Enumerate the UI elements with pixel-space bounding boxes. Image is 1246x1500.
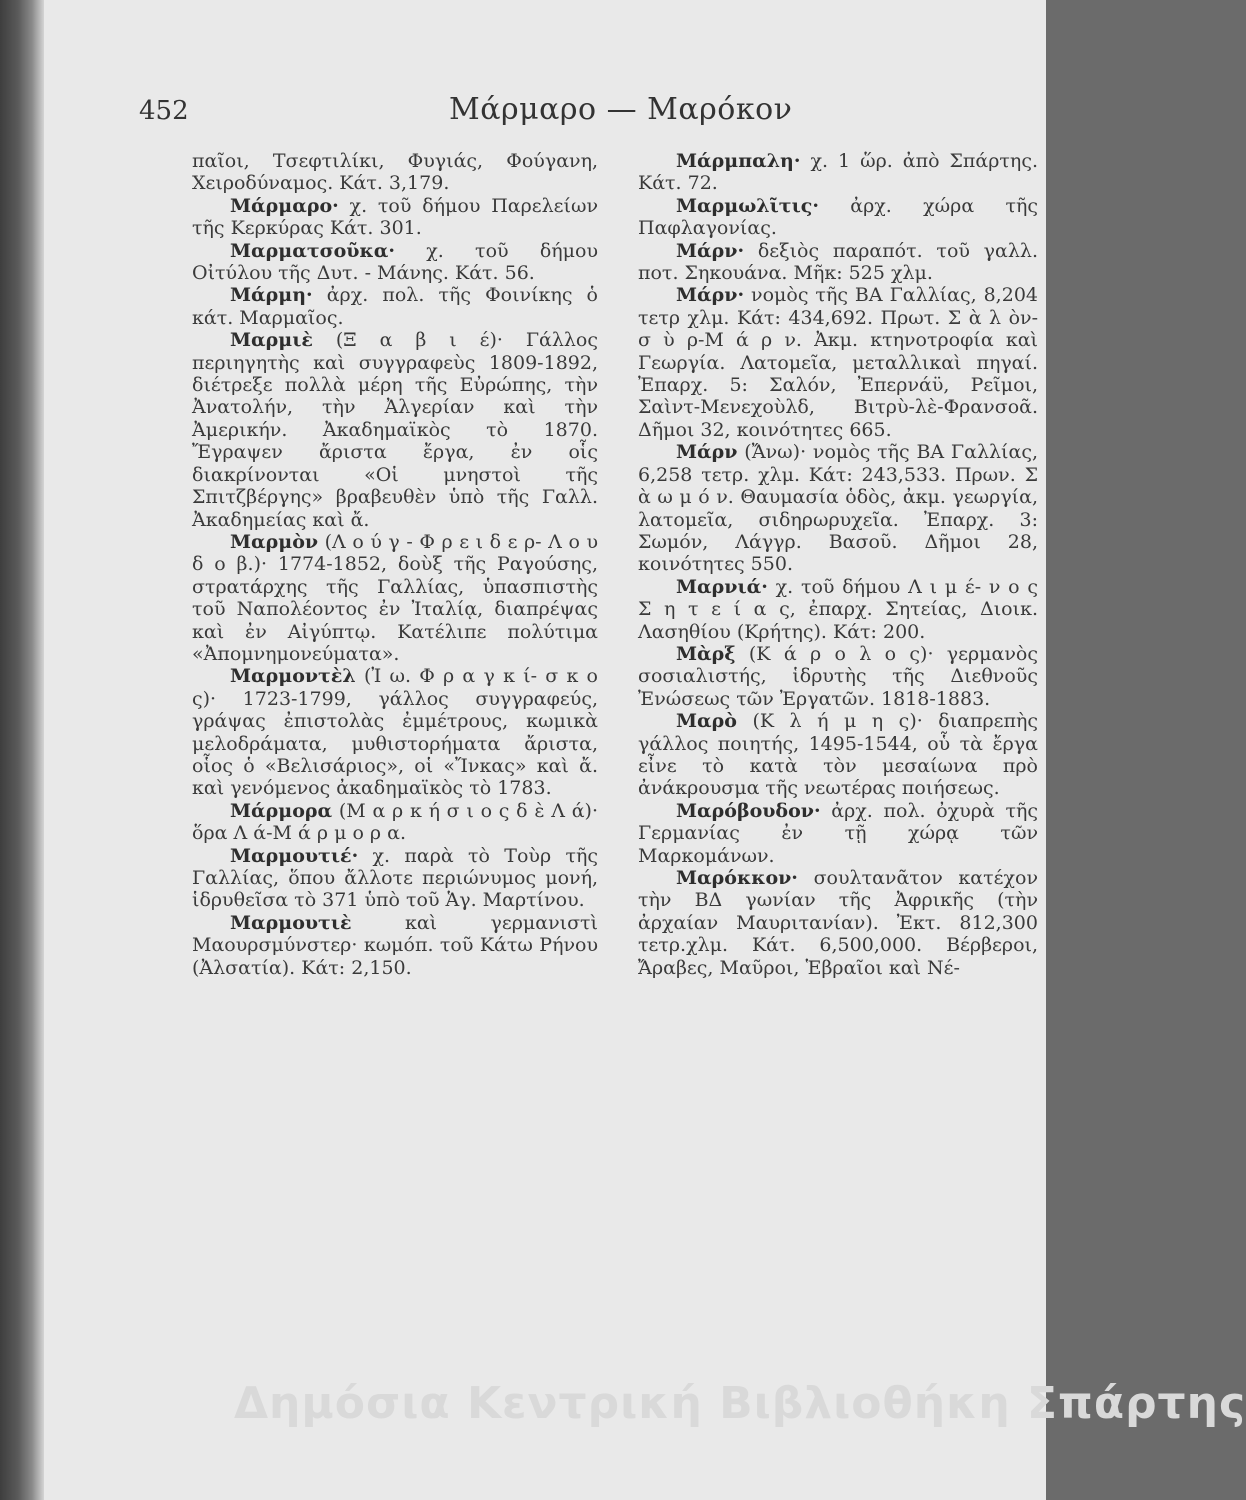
entry-headword: Μαρμοντὲλ: [230, 665, 356, 688]
entry: [192, 912, 598, 979]
entry: [638, 240, 1038, 285]
entry: [638, 150, 1038, 195]
entry: [638, 576, 1038, 643]
entry-text: ἀρχ. πολ. τῆς Φοινίκης ὁ κάτ. Μαρμαῖος.: [192, 284, 598, 329]
entry: [638, 195, 1038, 240]
entry: [192, 284, 598, 329]
entry-text: (Κ λ ή μ η ς)· διαπρεπὴς γάλλος ποιητής, 1495-1544, οὗ τὰ ἔργα εἶνε τὸ κατὰ τὸν μεσαίωνα πρὸ ἀνάκρουσμα τῆς νεωτέρας ποιήσεως.: [638, 710, 1038, 800]
entry-headword: Μαρόκκον·: [676, 867, 798, 889]
entry: [638, 284, 1038, 441]
entry-headword: Μάρμη·: [230, 284, 313, 307]
entry: [192, 800, 598, 845]
entry: [192, 665, 598, 799]
entry-text: ἀρχ. χώρα τῆς Παφλαγονίας.: [638, 194, 1038, 240]
entry-text: (Μ α ρ κ ή σ ι ο ς δ ὲ Λ ά)· ὅρα Λ ά-Μ ά ρ μ ο ρ α.: [192, 799, 598, 845]
entry-text: δεξιὸς παραπότ. τοῦ γαλλ. ποτ. Σηκουάνα. Μῆκ: 525 χλμ.: [638, 239, 1038, 285]
entry-text: χ. παρὰ τὸ Τοὺρ τῆς Γαλλίας, ὅπου ἄλλοτε περιώνυμος μονή, ἱδρυθεῖσα τὸ 371 ὑπὸ τοῦ Ἁγ. Μαρτίνου.: [192, 844, 598, 912]
book-page: [44, 0, 1246, 1500]
entry-text: σουλτανᾶτον κατέχον τὴν ΒΔ γωνίαν τῆς Ἀφρικῆς (τὴν ἀρχαίαν Μαυριτανίαν). Ἐκτ. 812,300 τετρ.χλμ. Κάτ. 6,500,000. Βέρβεροι, Ἄραβες, Μαῦροι, Ἑβραῖοι καὶ Νέ-: [638, 867, 1038, 979]
entry-text: ἀρχ. πολ. ὀχυρὰ τῆς Γερμανίας ἐν τῇ χώρᾳ τῶν Μαρκομάνων.: [638, 799, 1038, 867]
entry-headword: Μαρμὸν: [230, 530, 319, 553]
entry-text: χ. τοῦ δήμου Παρελείων τῆς Κερκύρας Κάτ. 301.: [192, 194, 598, 240]
entry-headword: Μάρμορα: [230, 799, 333, 822]
left-column: [192, 150, 598, 979]
entry-headword: Μαρμουτιὲ: [230, 911, 352, 934]
entry-text: (Κ ά ρ ο λ ο ς)· γερμανὸς σοσιαλιστής, ἱδρυτὴς τῆς Διεθνοῦς Ἐνώσεως τῶν Ἐργατῶν. 1818-1883.: [638, 642, 1038, 710]
entry-headword: Μάρμαρο·: [230, 194, 339, 217]
entry: [192, 150, 598, 195]
entry: [192, 240, 598, 285]
entry-headword: Μαρόβουδον·: [676, 799, 821, 822]
entry: [638, 441, 1038, 575]
entry: [192, 531, 598, 665]
entry-headword: Μαρμουτιέ·: [230, 844, 359, 867]
entry-text: χ. τοῦ δήμου Οἰτύλου τῆς Δυτ. - Μάνης. Κάτ. 56.: [192, 239, 598, 285]
entry-text: (Ἄνω)· νομὸς τῆς ΒΑ Γαλλίας, 6,258 τετρ. χλμ. Κάτ: 243,533. Πρων. Σ ὰ ω μ ό ν. Θαυμασία ὁδὸς, ἀκμ. γεωργία, λατομεῖα, σιδηρωρυχεῖα. Ἐπαρχ. 3: Σωμόν, Λάγγρ. Βασοῦ. Δῆμοι 28, κοινότητες 550.: [638, 441, 1038, 576]
entry-headword: Μαρὸ: [676, 710, 737, 733]
entry-text: καὶ γερμανιστὶ Μαουρσμύνστερ· κωμόπ. τοῦ Κάτω Ρήνου (Ἀλσατία). Κάτ: 2,150.: [192, 911, 598, 979]
entry-text: (Ξ α β ι έ)· Γάλλος περιηγητὴς καὶ συγγραφεὺς 1809-1892, διέτρεξε πολλὰ μέρη τῆς Εὐρώπης, τὴν Ἀνατολήν, τὴν Ἀλγερίαν καὶ τὴν Ἀμερικήν. Ἀκαδημαϊκὸς τὸ 1870. Ἔγραψεν ἄριστα ἔργα, ἐν οἷς διακρίνονται «Οἱ μνηστοὶ τῆς Σπιτζβέργης» βραβευθὲν ὑπὸ τῆς Γαλλ. Ἀκαδημείας καὶ ἄ.: [192, 329, 598, 531]
entry-text: χ. τοῦ δήμου Λ ι μ έ- ν ο ς Σ η τ ε ί α ς, ἐπαρχ. Σητείας, Διοικ. Λασηθίου (Κρήτης). Κάτ: 200.: [638, 575, 1038, 643]
entry-headword: Μαρνιά·: [676, 575, 768, 598]
entry-text: παῖοι, Τσεφτιλίκι, Φυγιάς, Φούγανη, Χειροδύναμος. Κάτ. 3,179.: [192, 150, 598, 195]
page-number: 452: [139, 96, 189, 126]
entry-text: (Ἰ ω. Φ ρ α γ κ ί- σ κ ο ς)· 1723-1799, γάλλος συγγραφεύς, γράψας ἐπιστολὰς ἐμμέτρους, κωμικὰ μελοδράματα, μυθιστορήματα ἄριστα, οἷος ὁ «Βελισάριος», οἱ «Ἴνκας» καὶ ἄ. καὶ γενόμενος ἀκαδημαϊκὸς τὸ 1783.: [192, 665, 598, 800]
entry-headword: Μαρματσοῦκα·: [230, 239, 395, 262]
entry-headword: Μάρν·: [676, 239, 745, 262]
entry-headword: Μάρν: [676, 441, 738, 464]
entry-headword: Μαρμιὲ: [230, 329, 313, 352]
entry-headword: Μαρμωλῖτις·: [676, 194, 819, 217]
entry: [638, 800, 1038, 867]
right-column: [638, 150, 1038, 979]
entry: [638, 710, 1038, 800]
entry: [638, 867, 1038, 979]
page-header: [44, 88, 1046, 138]
entry: [638, 643, 1038, 710]
entry-text: χ. 1 ὥρ. ἀπὸ Σπάρτης. Κάτ. 72.: [638, 150, 1038, 195]
library-watermark: Δημόσια Κεντρική Βιβλιοθήκη Σπάρτης: [234, 1378, 1246, 1429]
running-title: Μάρμαρο — Μαρόκον: [449, 92, 793, 127]
entry-headword: Μάρν·: [676, 284, 745, 307]
entry: [192, 845, 598, 912]
entry-text: νομὸς τῆς ΒΑ Γαλλίας, 8,204 τετρ χλμ. Κάτ: 434,692. Πρωτ. Σ ὰ λ ὸν-σ ὺ ρ-Μ ά ρ ν. Ἀκμ. κτηνοτροφία καὶ Γεωργία. Λατομεῖα, μεταλλικαὶ πηγαί. Ἐπαρχ. 5: Σαλόν, Ἐπερνάϋ, Ρεῖμοι, Σαὶντ-Μενεχοὺλδ, Βιτρὺ-λὲ-Φρανσοᾶ. Δῆμοι 32, κοινότητες 665.: [638, 284, 1038, 441]
entry-text: (Λ ο ύ γ - Φ ρ ε ι δ ε ρ- Λ ο υ δ ο β.)· 1774-1852, δοὺξ τῆς Ραγούσης, στρατάρχης τῆς Γαλλίας, ὑπασπιστὴς τοῦ Ναπολέοντος ἐν Ἰταλίᾳ, διαπρέψας καὶ ἐν Αἰγύπτῳ. Κατέλιπε πολύτιμα «Ἀπομνημονεύματα».: [192, 530, 598, 665]
entry-headword: Μάρμπαλη·: [676, 150, 801, 172]
entry: [192, 329, 598, 531]
entry-headword: Μὰρξ: [676, 642, 736, 665]
entry: [192, 195, 598, 240]
